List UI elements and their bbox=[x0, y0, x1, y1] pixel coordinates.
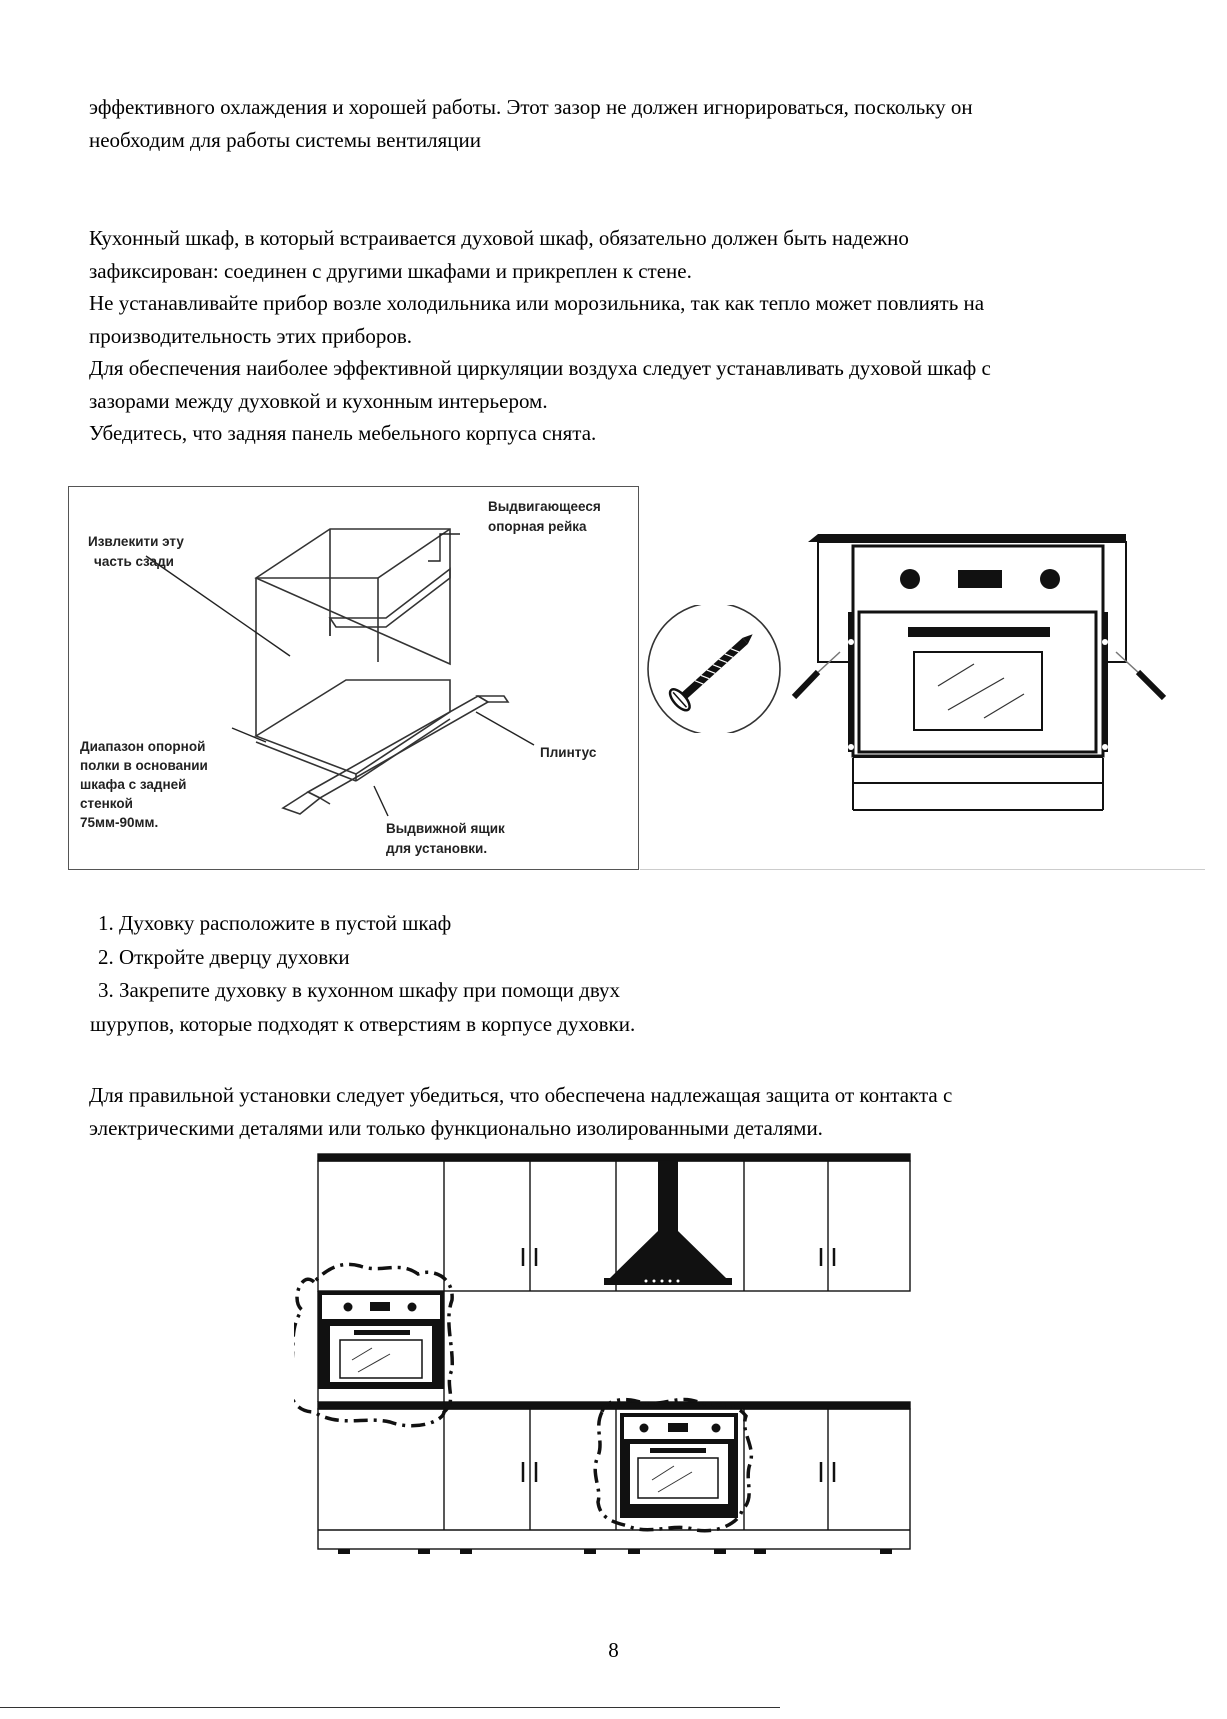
text-line: зафиксирован: соединен с другими шкафами и прикреплен к стене. bbox=[89, 258, 692, 283]
oven-lower-icon bbox=[620, 1413, 738, 1518]
text-line: электрическими деталями или только функционально изолированными деталями. bbox=[89, 1115, 823, 1140]
label-rail-line1: Выдвигающееся bbox=[488, 499, 601, 514]
kitchen-diagram-svg bbox=[294, 1150, 924, 1566]
step-3-continued: шурупов, которые подходят к отверстиям в корпусе духовки. bbox=[90, 1011, 636, 1036]
step-3: 3. Закрепите духовку в кухонном шкафу при помощи двух bbox=[98, 978, 621, 1002]
label-range-line4: стенкой bbox=[80, 796, 133, 811]
label-drawer-line2: для установки. bbox=[386, 841, 488, 856]
page-number: 8 bbox=[608, 1638, 619, 1662]
label-range-line1: Диапазон опорной bbox=[80, 739, 206, 754]
cabinet-installation-diagram bbox=[68, 486, 640, 876]
oven-upper-icon bbox=[318, 1291, 444, 1389]
label-range-line2: полки в основании bbox=[80, 758, 208, 773]
label-drawer-line1: Выдвижной ящик bbox=[386, 821, 505, 836]
label-range-line5: 75мм-90мм. bbox=[80, 815, 159, 830]
text-line: зазорами между духовкой и кухонным интерьером. bbox=[89, 388, 548, 413]
text-line: Для обеспечения наиболее эффективной циркуляции воздуха следует устанавливать духовой шкаф с bbox=[89, 356, 991, 380]
cabinet-diagram-svg bbox=[68, 486, 640, 871]
screw-illustration bbox=[644, 605, 784, 738]
text-line: Кухонный шкаф, в который встраивается духовой шкаф, обязательно должен быть надежно bbox=[89, 226, 909, 250]
screw-icon bbox=[644, 605, 784, 733]
step-2: 2. Откройте дверцу духовки bbox=[98, 944, 350, 969]
label-rail-line2: опорная рейка bbox=[488, 519, 587, 534]
step-1: 1. Духовку расположите в пустой шкаф bbox=[98, 911, 452, 935]
oven-front-svg bbox=[788, 532, 1178, 817]
text-line: Для правильной установки следует убедиться, что обеспечена надлежащая защита от контакта с bbox=[89, 1083, 953, 1107]
label-remove-line2: часть сзади bbox=[94, 554, 174, 569]
paragraph-electrical-protection bbox=[89, 1079, 1134, 1144]
label-range-line3: шкафа с задней bbox=[80, 777, 187, 792]
footer-rule bbox=[0, 1707, 780, 1708]
label-remove-line1: Извлекити эту bbox=[88, 534, 184, 549]
kitchen-placement-diagram bbox=[294, 1150, 924, 1571]
right-screw-icon bbox=[1116, 652, 1164, 698]
text-line: Убедитесь, что задняя панель мебельного корпуса снята. bbox=[89, 421, 597, 445]
text-line: производительность этих приборов. bbox=[89, 323, 413, 348]
installation-steps bbox=[90, 907, 636, 1041]
figure-baseline bbox=[640, 869, 1205, 870]
oven-front-diagram bbox=[788, 532, 1178, 822]
text-line: эффективного охлаждения и хорошей работы. Этот зазор не должен игнорироваться, поскольку он bbox=[89, 95, 973, 119]
label-plinth: Плинтус bbox=[540, 745, 597, 760]
text-line: необходим для работы системы вентиляции bbox=[89, 127, 481, 152]
range-hood-icon bbox=[604, 1161, 732, 1285]
paragraph-ventilation-gap bbox=[89, 91, 1134, 156]
text-line: Не устанавливайте прибор возле холодильника или морозильника, так как тепло может повлиять на bbox=[89, 291, 985, 315]
paragraph-installation-notes bbox=[89, 222, 1134, 450]
